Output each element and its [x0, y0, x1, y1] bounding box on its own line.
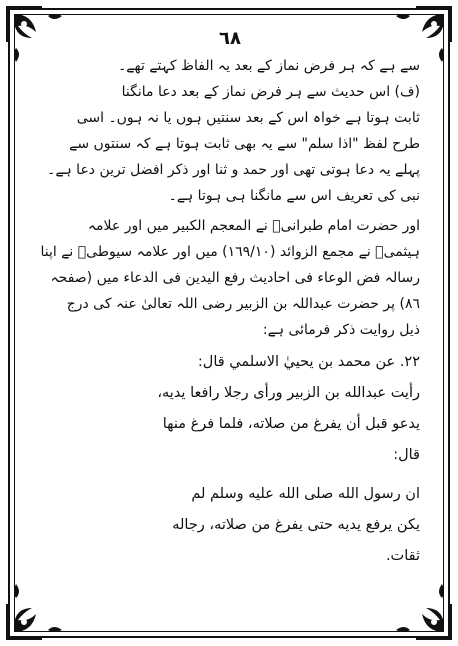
page-content — [34, 28, 426, 572]
arabic-line: رأيت عبدالله بن الزبير ورأى رجلا رافعا يديه، — [157, 385, 420, 401]
text-line: سے ہے کہ ہر فرض نماز کے بعد یہ الفاظ کہتے تھے۔ — [118, 58, 420, 74]
text-line: ذیل روایت ذکر فرمائی ہے: — [262, 322, 420, 338]
paragraph-3 — [34, 213, 426, 343]
page-number: ٦٨ — [219, 28, 241, 49]
corner-ornament-icon — [2, 574, 72, 644]
text-line: اور حضرت امام طبرانیؒ نے المعجم الکبیر میں اور علامہ — [87, 218, 420, 234]
paragraph-1 — [34, 53, 426, 79]
arabic-hadith-text — [34, 479, 426, 572]
arabic-line: قال: — [393, 447, 420, 463]
text-line: ٨٦) پر حضرت عبداللہ بن الزبیر رضی اللہ تعالیٰ عنہ کی درج — [66, 296, 420, 312]
text-line: پہلے یہ دعا ہوتی تھی اور حمد و ثنا اور ذکر افضل ترین دعا ہے۔ — [47, 162, 420, 178]
arabic-line: يدعو قبل أن يفرغ من صلاته، فلما فرغ منها — [162, 416, 420, 432]
text-line: رسالہ فض الوعاء فی احادیث رفع الیدین فی الدعاء میں (صفحہ — [50, 270, 420, 286]
arabic-line: ثقات. — [385, 548, 420, 564]
text-line: نبی کی تعریف اس سے مانگنا ہی ہوتا ہے۔ — [168, 188, 420, 204]
text-line: ہیثمیؒ نے مجمع الزوائد (١٦٩/١٠) میں اور علامہ سیوطیؒ نے اپنا — [40, 244, 420, 260]
corner-ornament-icon — [386, 574, 456, 644]
text-line: (ف) اس حدیث سے ہر فرض نماز کے بعد دعا مانگنا — [121, 84, 420, 100]
arabic-hadith-block — [34, 347, 426, 471]
text-line: ثابت ہوتا ہے خواہ اس کے بعد سنتیں ہوں یا نہ ہوں۔ اسی — [76, 110, 420, 126]
arabic-line: ان رسول الله صلى الله عليه وسلم لم — [191, 486, 420, 502]
arabic-line: يكن يرفع يديه حتى يفرغ من صلاته، رجاله — [172, 517, 420, 533]
text-line: طرح لفظ "اذا سلم" سے یہ بھی ثابت ہوتا ہے کہ سنتوں سے — [69, 136, 420, 152]
arabic-line: ٢٢. عن محمد بن يحييٰ الاسلمي قال: — [197, 354, 420, 370]
paragraph-2 — [34, 79, 426, 209]
